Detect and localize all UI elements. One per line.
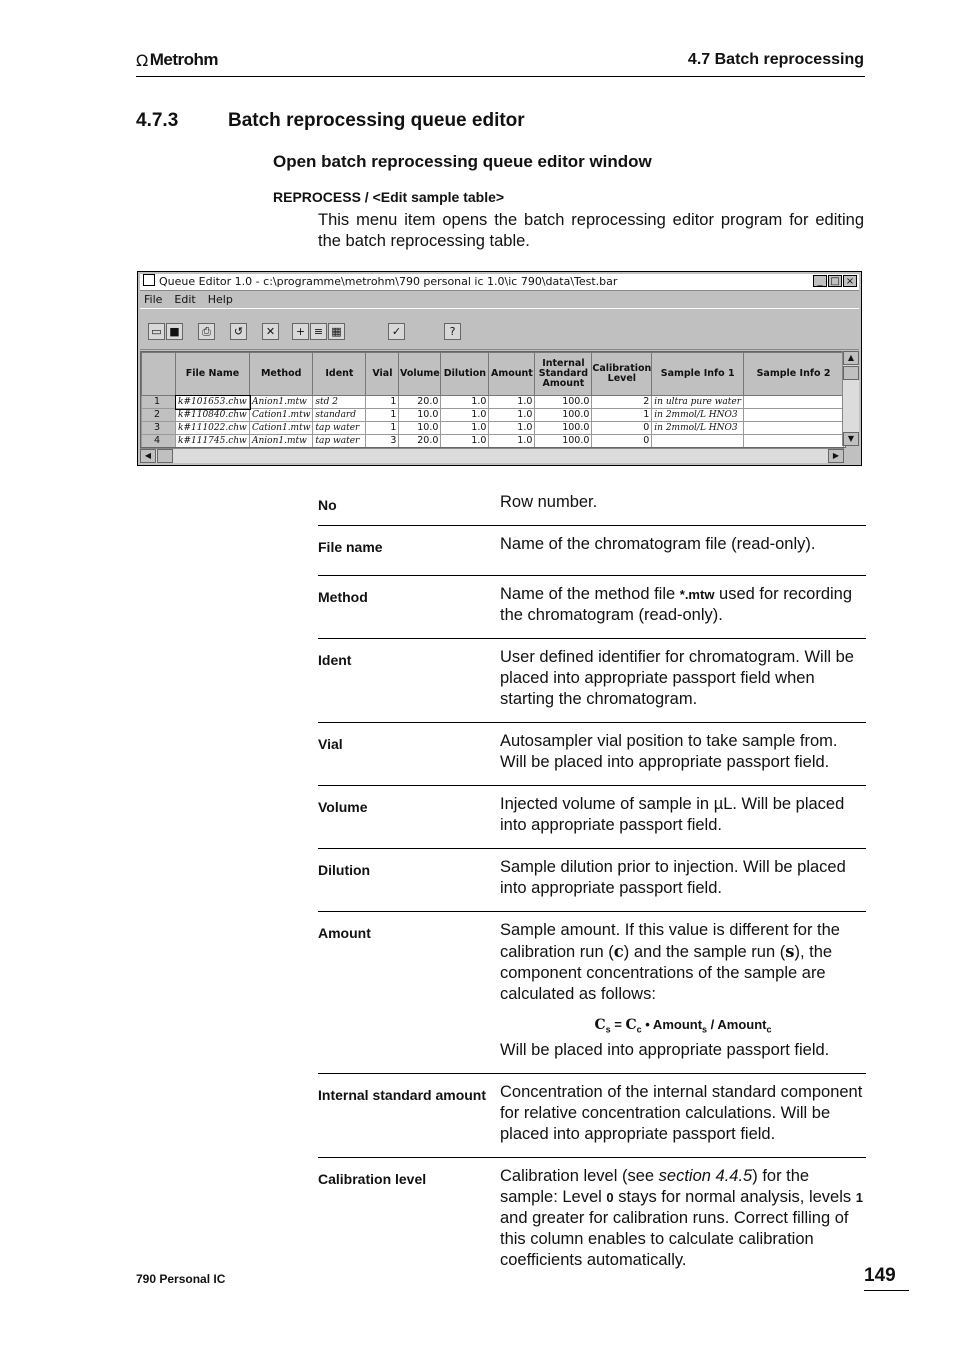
col-header-ident[interactable]: Ident: [313, 353, 366, 396]
open-icon[interactable]: ▭: [148, 323, 165, 340]
formula-sub: c: [636, 1024, 642, 1035]
term: Ident: [318, 652, 352, 668]
term: Internal standard amount: [318, 1086, 487, 1103]
col-header-amount[interactable]: Amount: [489, 353, 535, 396]
definition-dilution: [318, 849, 866, 912]
formula-cs: C: [594, 1017, 606, 1033]
page-number: 149: [864, 1265, 896, 1286]
cell-amount[interactable]: 1.0: [489, 435, 535, 448]
brand-logo: [136, 50, 218, 70]
menu-bar: [144, 293, 233, 306]
desc-part: used for recording the chromatogram (read-only).: [500, 585, 853, 624]
help-icon[interactable]: ?: [444, 323, 461, 340]
cell-ident[interactable]: tap water: [313, 435, 366, 448]
col-header-sample-info-1[interactable]: Sample Info 1: [652, 353, 744, 396]
fill-down-icon[interactable]: ≡: [310, 323, 327, 340]
cell-method[interactable]: Cation1.mtw: [250, 409, 313, 422]
menu-file[interactable]: File: [144, 293, 163, 306]
description: Name of the chromatogram file (read-only).: [500, 535, 816, 553]
check-icon[interactable]: ✓: [388, 323, 405, 340]
description: [500, 1162, 866, 1271]
footer-product: 790 Personal IC: [136, 1272, 226, 1286]
grid-icon[interactable]: ▦: [328, 323, 345, 340]
cell-vial[interactable]: 3: [366, 435, 399, 448]
formula-sub: c: [766, 1024, 772, 1035]
cell-internal-standard-amount[interactable]: 100.0: [535, 396, 592, 409]
cell-calibration-level[interactable]: 1: [592, 409, 652, 422]
row-number[interactable]: 2: [142, 409, 176, 422]
term: Calibration level: [318, 1170, 427, 1187]
cell-internal-standard-amount[interactable]: 100.0: [535, 422, 592, 435]
desc-after: Will be placed into appropriate passport field.: [500, 1040, 830, 1059]
scroll-left-icon[interactable]: ◀: [140, 449, 156, 463]
cell-file-name[interactable]: k#111022.chw: [176, 422, 250, 435]
cell-internal-standard-amount[interactable]: 100.0: [535, 435, 592, 448]
col-header-calibration-level[interactable]: Calibration Level: [592, 353, 652, 396]
cell-sample-info-1[interactable]: [652, 435, 744, 448]
cell-volume[interactable]: 20.0: [399, 435, 441, 448]
desc-part: Calibration level (see: [500, 1166, 659, 1185]
level-zero: 0: [606, 1189, 614, 1205]
desc-part: ) and the sample run (: [623, 943, 786, 961]
cell-method[interactable]: Anion1.mtw: [250, 396, 313, 409]
scroll-down-icon[interactable]: ▼: [843, 432, 859, 446]
cell-calibration-level[interactable]: 0: [592, 435, 652, 448]
cell-sample-info-2[interactable]: [744, 409, 844, 422]
section-title: Batch reprocessing queue editor: [228, 110, 525, 131]
close-icon[interactable]: ×: [843, 275, 857, 287]
cell-sample-info-1[interactable]: in ultra pure water: [652, 396, 744, 409]
cell-volume[interactable]: 10.0: [399, 422, 441, 435]
term: Dilution: [318, 862, 371, 878]
description: User defined identifier for chromatogram. Will be placed into appropriate passport field when starting the chromatogram.: [500, 648, 854, 708]
intro-paragraph: This menu item opens the batch reprocessing editor program for editing the batch reprocessing table.: [318, 211, 864, 250]
queue-table-area: [140, 351, 846, 448]
scroll-up-icon[interactable]: ▲: [843, 351, 859, 365]
term: Method: [318, 589, 368, 605]
col-header-vial[interactable]: Vial: [366, 353, 399, 396]
omega-icon: Ω: [136, 50, 148, 70]
table-row: [142, 435, 844, 448]
menu-path: REPROCESS / <Edit sample table>: [273, 189, 505, 205]
toolbar: [140, 308, 859, 350]
term: Vial: [318, 736, 343, 752]
cell-calibration-level[interactable]: 0: [592, 422, 652, 435]
definition-volume: [318, 786, 866, 849]
col-header-no[interactable]: [142, 353, 176, 396]
col-header-internal-standard-amount[interactable]: Internal Standard Amount: [535, 353, 592, 396]
table-row: [142, 396, 844, 409]
queue-editor-window: [137, 271, 862, 466]
queue-table: [141, 352, 844, 448]
definition-no: [318, 484, 866, 526]
symbol-s: s: [785, 942, 795, 961]
description: Concentration of the internal standard component for relative concentration calculations. Will be placed into appropriate passport field.: [500, 1082, 863, 1143]
cell-ident[interactable]: standard: [313, 409, 366, 422]
definition-vial: [318, 723, 866, 786]
cell-calibration-level[interactable]: 2: [592, 396, 652, 409]
scroll-right-icon[interactable]: ▶: [828, 449, 844, 463]
description: [500, 580, 866, 626]
table-row: [142, 409, 844, 422]
desc-part: ) for the sample: Level: [500, 1166, 810, 1206]
col-header-method[interactable]: Method: [250, 353, 313, 396]
term: No: [318, 497, 337, 513]
window-titlebar: [140, 274, 859, 291]
menu-help[interactable]: Help: [207, 293, 233, 306]
print-icon[interactable]: ⎙: [198, 323, 215, 340]
desc-part: Name of the method file: [500, 585, 680, 603]
cell-amount[interactable]: 1.0: [489, 409, 535, 422]
cell-vial[interactable]: 1: [366, 396, 399, 409]
cell-file-name[interactable]: k#101653.chw: [176, 396, 250, 409]
cell-ident[interactable]: tap water: [313, 422, 366, 435]
description: Injected volume of sample in µL. Will be placed into appropriate passport field.: [500, 795, 845, 834]
section-number: 4.7.3: [136, 110, 179, 131]
col-header-dilution[interactable]: Dilution: [441, 353, 489, 396]
cell-amount[interactable]: 1.0: [489, 396, 535, 409]
desc-part: and greater for calibration runs. Correct filling of this column enables to calculate calibration coefficients automatically.: [500, 1208, 849, 1269]
cell-sample-info-2[interactable]: [744, 396, 844, 409]
formula-cc: C: [625, 1017, 637, 1033]
cell-vial[interactable]: 1: [366, 409, 399, 422]
table-row: [142, 422, 844, 435]
cell-file-name[interactable]: k#111745.chw: [176, 435, 250, 448]
delete-icon[interactable]: ✕: [262, 323, 279, 340]
header-rule: [136, 76, 865, 77]
cell-volume[interactable]: 10.0: [399, 409, 441, 422]
insert-row-icon[interactable]: +: [292, 323, 309, 340]
level-one: 1: [855, 1189, 863, 1205]
description: Autosampler vial position to take sample from. Will be placed into appropriate passport field.: [500, 732, 838, 771]
row-number[interactable]: 4: [142, 435, 176, 448]
cell-internal-standard-amount[interactable]: 100.0: [535, 409, 592, 422]
undo-icon[interactable]: ↺: [230, 323, 247, 340]
definition-internal-standard-amount: [318, 1074, 866, 1158]
amount-formula: [500, 1015, 866, 1040]
cell-sample-info-2[interactable]: [744, 435, 844, 448]
cell-sample-info-2[interactable]: [744, 422, 844, 435]
scroll-thumb[interactable]: [157, 449, 173, 463]
row-number[interactable]: 1: [142, 396, 176, 409]
cell-dilution[interactable]: 1.0: [441, 409, 489, 422]
formula-sub: s: [702, 1024, 708, 1035]
cell-volume[interactable]: 20.0: [399, 396, 441, 409]
col-header-volume[interactable]: Volume: [399, 353, 441, 396]
desc-part: ), the component concentrations of the sample are calculated as follows:: [500, 943, 833, 1003]
desc-part: stays for normal analysis, levels: [613, 1187, 856, 1206]
brand-name: Metrohm: [149, 50, 219, 69]
cell-method[interactable]: Cation1.mtw: [250, 422, 313, 435]
definition-calibration-level: [318, 1158, 866, 1283]
formula-op: • Amount: [641, 1017, 703, 1032]
formula-eq: =: [610, 1017, 626, 1032]
page-number-rule: [864, 1290, 909, 1291]
section-reference: section 4.4.5: [658, 1166, 753, 1185]
cell-file-name[interactable]: k#110840.chw: [176, 409, 250, 422]
cell-ident[interactable]: std 2: [313, 396, 366, 409]
cell-dilution[interactable]: 1.0: [441, 396, 489, 409]
formula-div: / Amount: [707, 1017, 767, 1032]
term: File name: [318, 539, 383, 555]
col-header-file-name[interactable]: File Name: [176, 353, 250, 396]
definition-file-name: [318, 526, 866, 576]
term: Amount: [318, 925, 371, 941]
cell-vial[interactable]: 1: [366, 422, 399, 435]
term: Volume: [318, 799, 368, 815]
description: [500, 916, 866, 1061]
desc-part: Sample amount. If this value is different for the calibration run (: [500, 921, 840, 961]
scroll-thumb[interactable]: [843, 366, 859, 380]
cell-sample-info-1[interactable]: in 2mmol/L HNO3: [652, 422, 744, 435]
window-title: Queue Editor 1.0 - c:\programme\metrohm\790 personal ic 1.0\ic 790\data\Test.bar: [159, 275, 618, 288]
field-definitions: [318, 484, 866, 1283]
menu-edit[interactable]: Edit: [174, 293, 196, 306]
col-header-sample-info-2[interactable]: Sample Info 2: [744, 353, 844, 396]
cell-amount[interactable]: 1.0: [489, 422, 535, 435]
minimize-icon[interactable]: _: [813, 275, 827, 287]
vertical-scrollbar[interactable]: [842, 351, 859, 446]
horizontal-scrollbar[interactable]: [140, 448, 844, 463]
definition-method: [318, 576, 866, 639]
description: Sample dilution prior to injection. Will be placed into appropriate passport field.: [500, 858, 846, 897]
table-header-row: [142, 353, 844, 396]
definition-amount: [318, 912, 866, 1074]
cell-dilution[interactable]: 1.0: [441, 435, 489, 448]
file-extension: *.mtw: [679, 587, 715, 602]
save-icon[interactable]: ■: [166, 323, 183, 340]
symbol-c: c: [613, 942, 624, 961]
header-section-ref: 4.7 Batch reprocessing: [687, 51, 864, 68]
cell-method[interactable]: Anion1.mtw: [250, 435, 313, 448]
row-number[interactable]: 3: [142, 422, 176, 435]
cell-dilution[interactable]: 1.0: [441, 422, 489, 435]
app-icon: [143, 274, 155, 286]
description: Row number.: [500, 493, 598, 511]
definition-ident: [318, 639, 866, 723]
formula-sub: s: [605, 1024, 611, 1035]
maximize-icon[interactable]: □: [828, 275, 842, 287]
subheading: Open batch reprocessing queue editor window: [273, 152, 652, 171]
cell-sample-info-1[interactable]: in 2mmol/L HNO3: [652, 409, 744, 422]
